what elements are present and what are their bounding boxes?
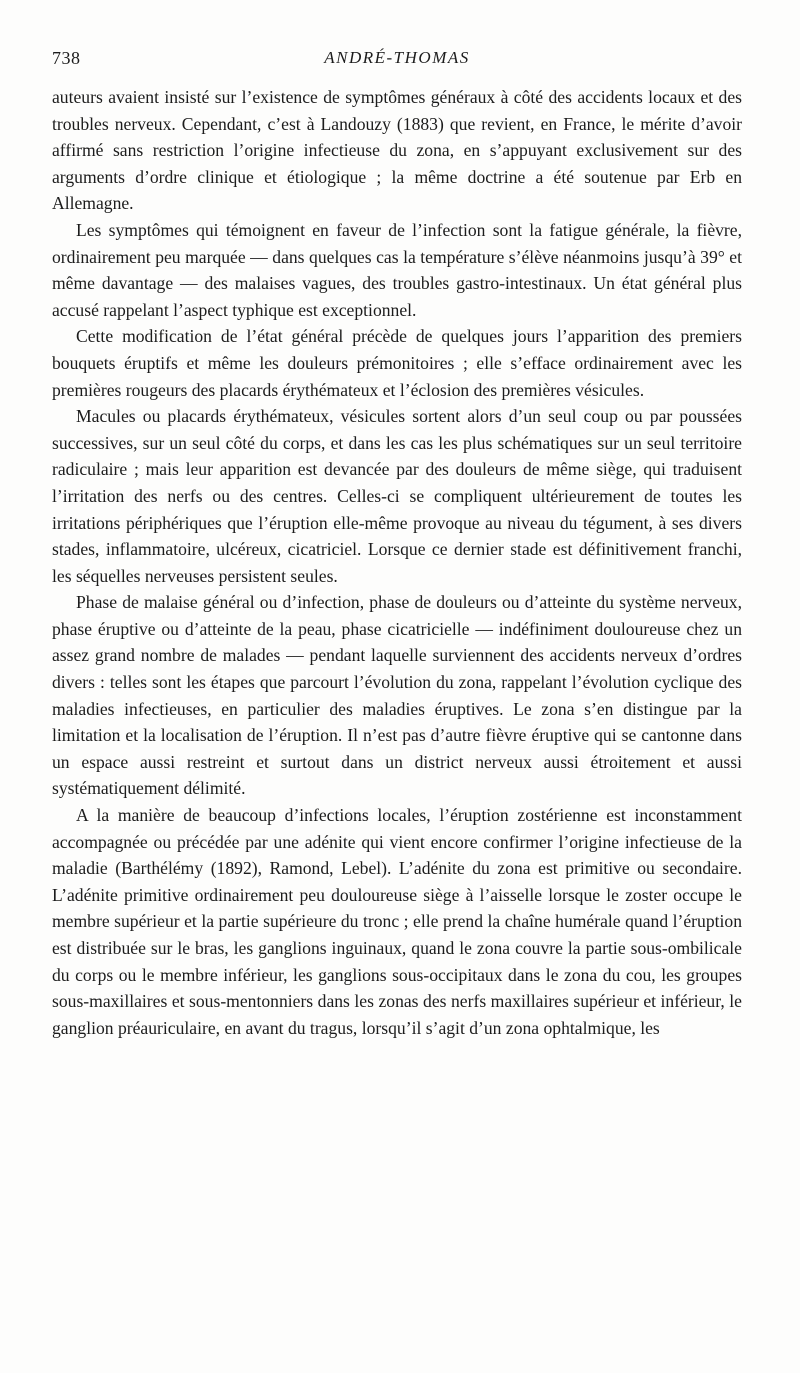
paragraph-symptoms: Les symptômes qui témoignent en faveur de l’infection sont la fatigue générale, la fièvre, ordinairement peu marquée — dans quelques cas la température s’élève néanmoins jusqu’à 39° et même davantage — des malaises vagues, des troubles gastro-intestinaux. Un état général plus accusé rappelant l’aspect typhique est exceptionnel. — [52, 219, 742, 320]
page-header — [52, 48, 742, 74]
paragraph-macules: Macules ou placards érythémateux, vésicules sortent alors d’un seul coup ou par poussées successives, sur un seul côté du corps, et dans les cas les plus schématiques sur un seul territoire radiculaire ; mais leur apparition est devancée par des douleurs de même siège, qui traduisent l’irritation des nerfs ou des centres. Celles-ci se compliquent ultérieurement de toutes les irritations périphériques que l’éruption elle-même provoque au niveau du tégument, à ses divers stades, inflammatoire, ulcéreux, cicatriciel. Lorsque ce dernier stade est définitivement franchi, les séquelles nerveuses persistent seules. — [52, 406, 742, 586]
body-text — [52, 84, 742, 1041]
paragraph-adenitis: A la manière de beaucoup d’infections locales, l’éruption zostérienne est inconstamment accompagnée ou précédée par une adénite qui vient encore confirmer l’origine infectieuse de la maladie (Barthélémy (1892), Ramond, Lebel). L’adénite du zona est primitive ou secondaire. L’adénite primitive ordinairement peu douloureuse siège à l’aisselle lorsque le zoster occupe le membre supérieur et la partie supérieure du tronc ; elle prend la chaîne humérale quand l’éruption est distribuée sur le bras, les ganglions inguinaux, quand le zona couvre la partie sous-ombilicale du corps ou le membre inférieur, les ganglions sous-occipitaux dans le zona du cou, les groupes sous-maxillaires et sous-mentonniers dans les zonas des nerfs maxillaires supérieur et inférieur, le ganglion préauriculaire, en avant du tragus, lorsqu’il s’agit d’un zona ophtalmique, les — [52, 805, 742, 1038]
paragraph-phases: Phase de malaise général ou d’infection, phase de douleurs ou d’atteinte du système nerveux, phase éruptive ou d’atteinte de la peau, phase cicatricielle — indéfiniment douloureuse chez un assez grand nombre de malades — pendant laquelle surviennent des accidents nerveux d’ordres divers : telles sont les étapes que parcourt l’évolution du zona, rappelant l’évolution cyclique des maladies infectieuses, en particulier des maladies éruptives. Le zona s’en distingue par la limitation et la localisation de l’éruption. Il n’est pas d’autre fièvre éruptive qui se cantonne dans un espace aussi restreint et surtout dans un district nerveux aussi étroitement et aussi systématiquement délimité. — [52, 592, 742, 799]
paragraph-general-state: Cette modification de l’état général précède de quelques jours l’apparition des premiers bouquets éruptifs et même les douleurs prémonitoires ; elle s’efface ordinairement avec les premières rougeurs des placards érythémateux et l’éclosion des premières vésicules. — [52, 326, 742, 400]
page-number: 738 — [52, 48, 81, 68]
running-head: ANDRÉ-THOMAS — [324, 48, 470, 67]
paragraph-continuation: auteurs avaient insisté sur l’existence de symptômes généraux à côté des accidents locaux et des troubles nerveux. Cependant, c’est à Landouzy (1883) que revient, en France, le mérite d’avoir affirmé sans restriction l’origine infectieuse du zona, en s’appuyant exclusivement sur des arguments d’ordre clinique et étiologique ; la même doctrine a été soutenue par Erb en Allemagne. — [52, 87, 742, 214]
